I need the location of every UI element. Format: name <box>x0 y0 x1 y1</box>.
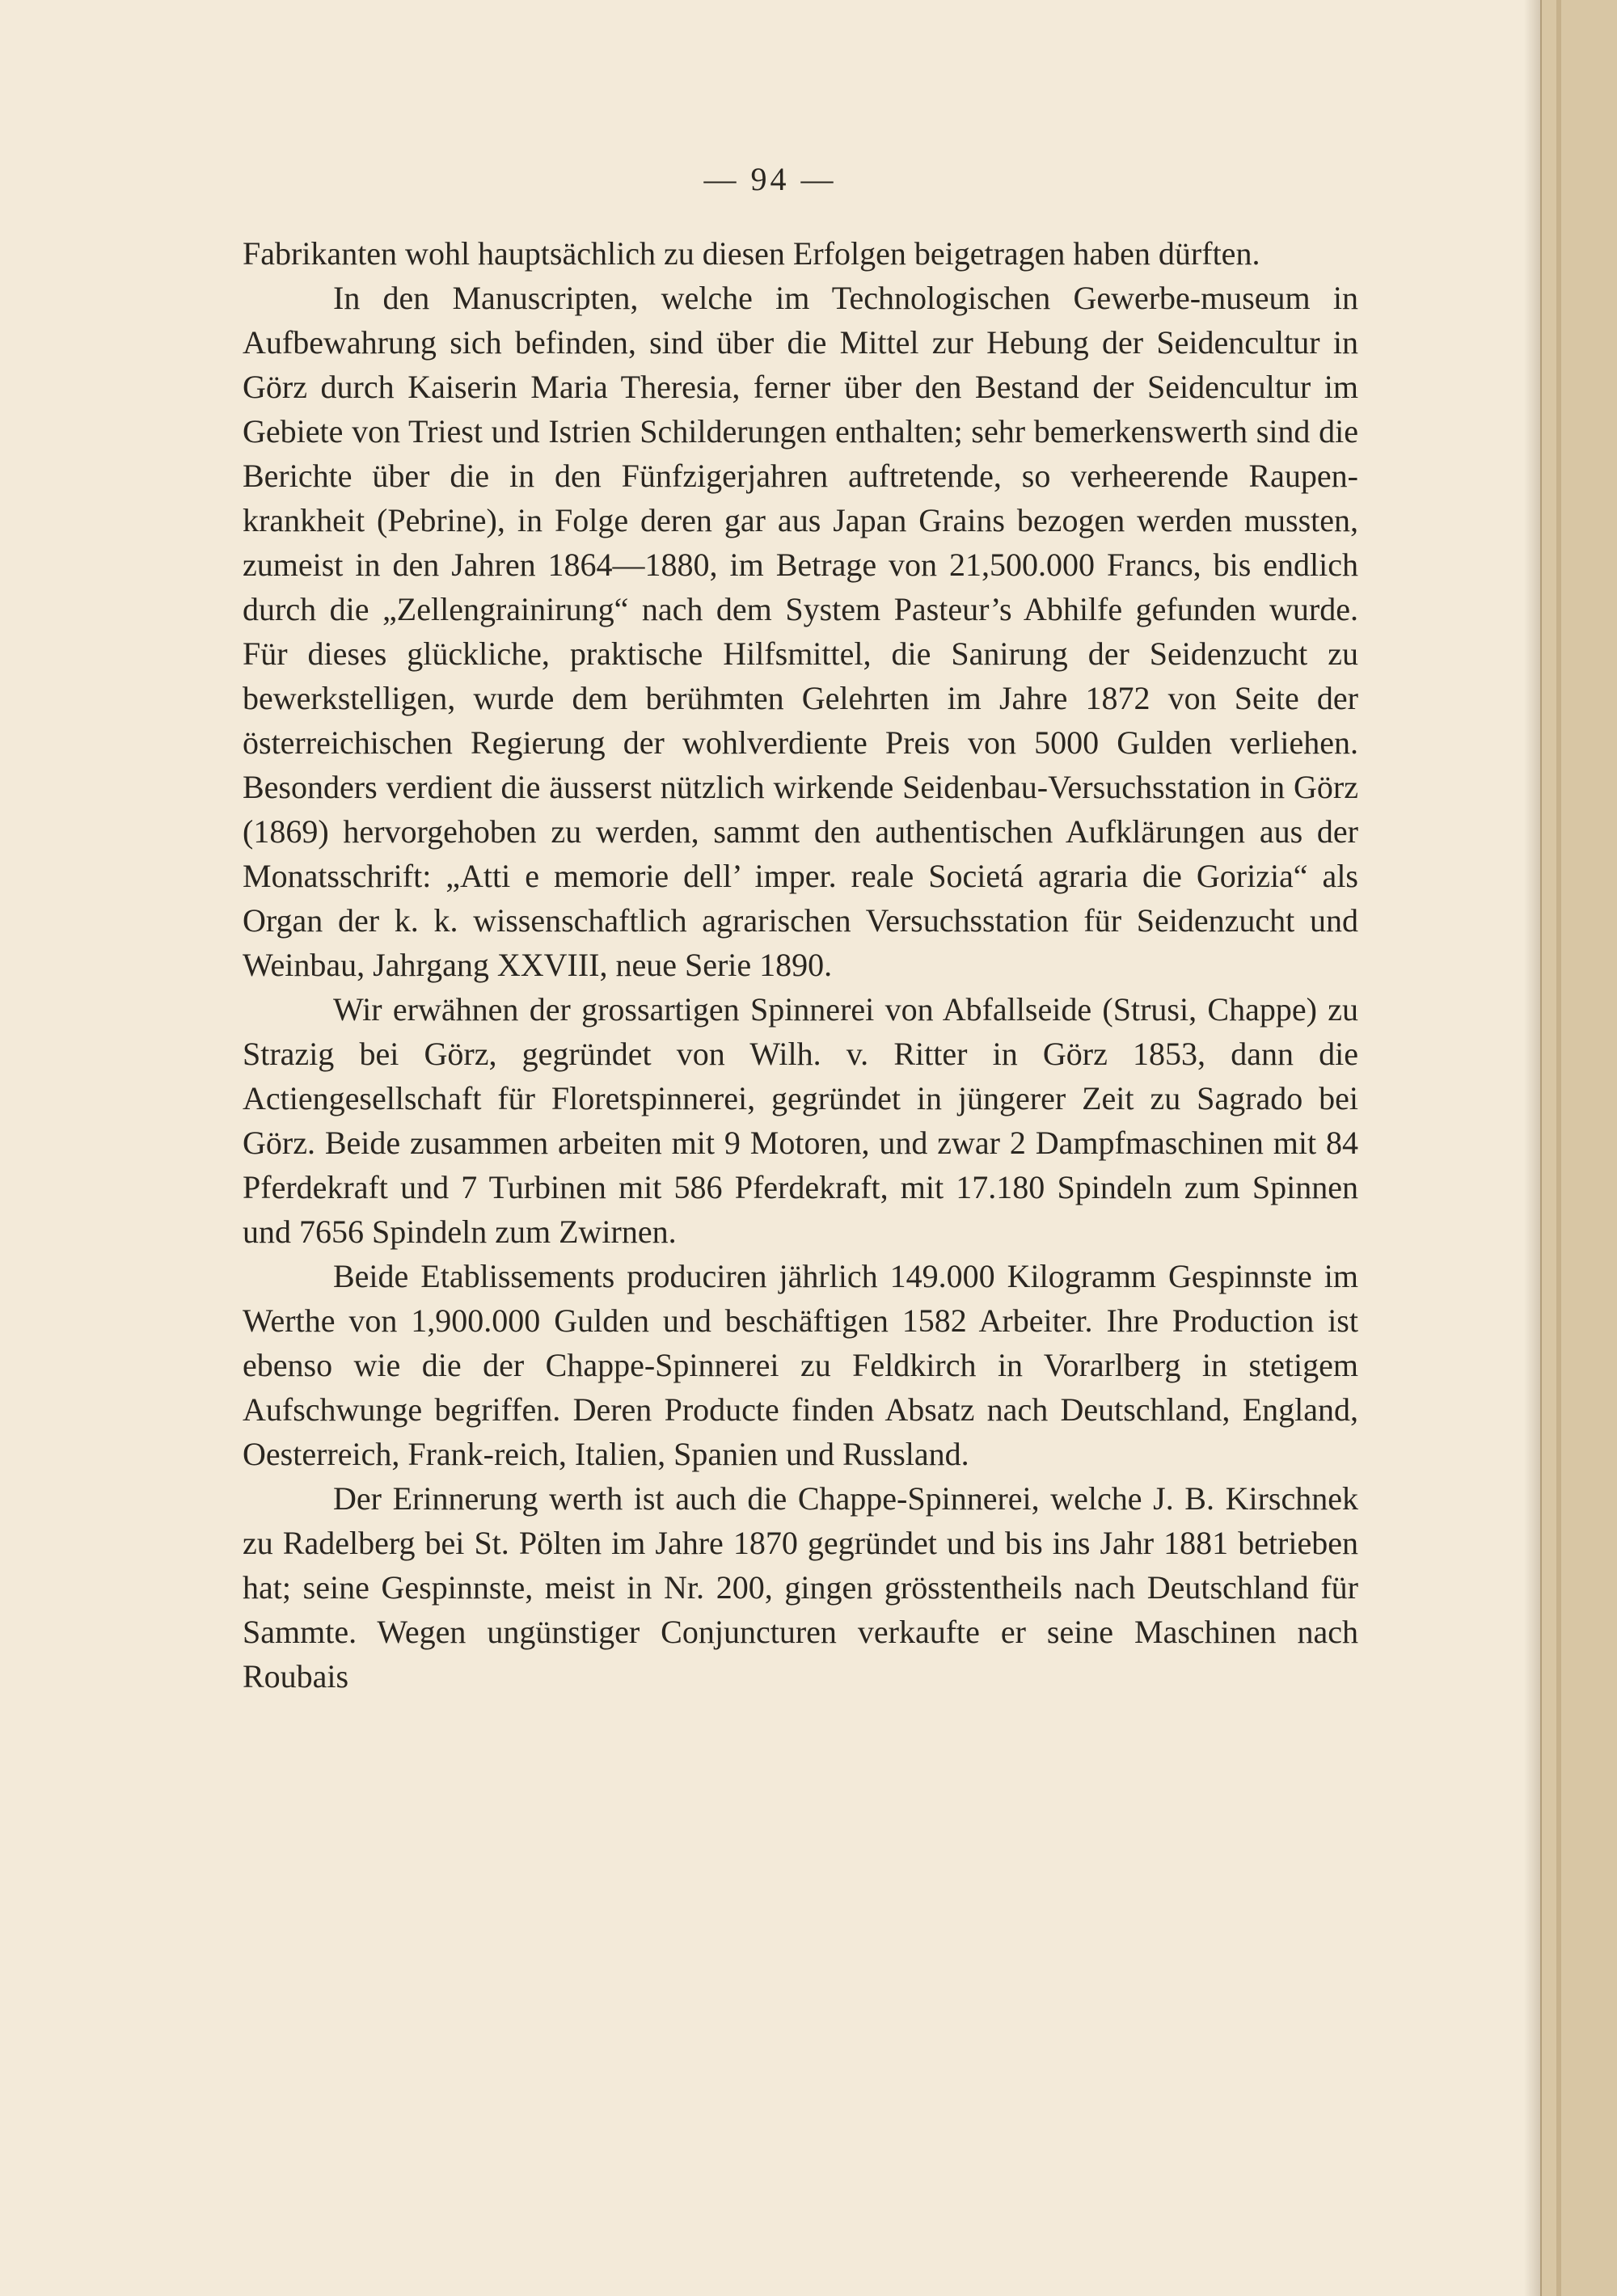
page-edge-shadow <box>1524 0 1540 2296</box>
paragraph-manuscripts: In den Manuscripten, welche im Technologischen Gewerbe-museum in Aufbewahrung sich befinden, sind über die Mittel zur Hebung der Seidencultur in Görz durch Kaiserin Maria Theresia, ferner über den Bestand der Seidencultur im Gebiete von Triest und Istrien Schilderungen enthalten; sehr bemerkenswerth sind die Berichte über die in den Fünfzigerjahren auftretende, so verheerende Raupen-krankheit (Pebrine), in Folge deren gar aus Japan Grains bezogen werden mussten, zumeist in den Jahren 1864—1880, im Betrage von 21,500.000 Francs, bis endlich durch die „Zellengrainirung“ nach dem System Pasteur’s Abhilfe gefunden wurde. Für dieses glückliche, praktische Hilfsmittel, die Sanirung der Seidenzucht zu bewerkstelligen, wurde dem berühmten Gelehrten im Jahre 1872 von Seite der österreichischen Regierung der wohlverdiente Preis von 5000 Gulden verliehen. Besonders verdient die äusserst nützlich wirkende Seidenbau-Versuchsstation in Görz (1869) hervorgehoben zu werden, sammt den authentischen Aufklärungen aus der Monatsschrift: „Atti e memorie dell’ imper. reale Societá agraria die Gorizia“ als Organ der k. k. wissenschaftlich agrarischen Versuchsstation für Seidenzucht und Weinbau, Jahrgang XXVIII, neue Serie 1890. <box>243 280 1358 983</box>
adjacent-page-edge <box>1540 0 1617 2296</box>
body-text <box>243 231 1358 1699</box>
page-number: — 94 — <box>703 161 837 197</box>
paragraph-continuation: Fabrikanten wohl hauptsächlich zu diesen Erfolgen beigetragen haben dürften. <box>243 235 1260 272</box>
paragraph-production: Beide Etablissements produciren jährlich 149.000 Kilogramm Gespinnste im Werthe von 1,900.000 Gulden und beschäftigen 1582 Arbeiter. Ihre Production ist ebenso wie die der Chappe-Spinnerei zu Feldkirch in Vorarlberg in stetigem Aufschwunge begriffen. Deren Producte finden Absatz nach Deutschland, England, Oesterreich, Frank-reich, Italien, Spanien und Russland. <box>243 1258 1358 1472</box>
paragraph-kirschnek: Der Erinnerung werth ist auch die Chappe-Spinnerei, welche J. B. Kirschnek zu Radelberg bei St. Pölten im Jahre 1870 gegründet und bis ins Jahr 1881 betrieben hat; seine Gespinnste, meist in Nr. 200, gingen grösstentheils nach Deutschland für Sammte. Wegen ungünstiger Conjuncturen verkaufte er seine Maschinen nach Roubais <box>243 1480 1358 1695</box>
adjacent-page-fold <box>1556 0 1561 2296</box>
paragraph-spinnerei-strazig: Wir erwähnen der grossartigen Spinnerei von Abfallseide (Strusi, Chappe) zu Strazig bei Görz, gegründet von Wilh. v. Ritter in Görz 1853, dann die Actiengesellschaft für Floretspinnerei, gegründet in jüngerer Zeit zu Sagrado bei Görz. Beide zusammen arbeiten mit 9 Motoren, und zwar 2 Dampfmaschinen mit 84 Pferdekraft und 7 Turbinen mit 586 Pferdekraft, mit 17.180 Spindeln zum Spinnen und 7656 Spindeln zum Zwirnen. <box>243 991 1358 1250</box>
